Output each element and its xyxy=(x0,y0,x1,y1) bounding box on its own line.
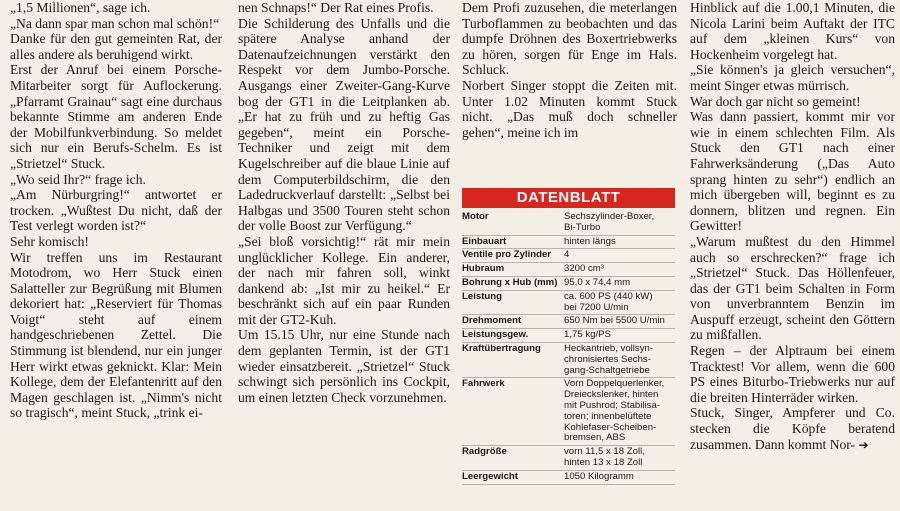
paragraph: War doch gar nicht so gemeint! xyxy=(690,93,861,109)
paragraph: Sehr komisch! xyxy=(10,233,89,249)
datasheet-row xyxy=(462,236,675,250)
datasheet-value xyxy=(564,277,675,290)
continue-arrow-icon: ➔ xyxy=(858,437,869,452)
paragraph: „1,5 Millionen“, sage ich. xyxy=(10,0,151,15)
paragraph-text: Stuck, Singer, Ampferer und Co. stecken die Köpfe beratend zusammen. Dann kommt Nor- xyxy=(690,405,895,452)
paragraph: „Wo seid Ihr?“ frage ich. xyxy=(10,171,146,187)
datasheet-row xyxy=(462,343,675,378)
datasheet-row xyxy=(462,249,675,263)
datasheet-row xyxy=(462,471,675,485)
datasheet-value-line: gang-Schaltgetriebe xyxy=(564,364,650,376)
paragraph: Die Schilderung des Unfalls und die spätere Analyse anhand der Datenaufzeichnungen verstärkt den Respekt vor dem Jumbo-Porsche. Ausgangs einer Zweiter-Gang-Kurve bog der GT1 in die Leitplanken ab. „Er hat zu früh und zu heftig Gas gegeben“, meint ein Porsche-Techniker und zeigt mit dem Kugelschreiber auf die blaue Linie auf dem Computerbildschirm, die den Ladedruckverlauf darstellt: „Selbst bei Halbgas und 3500 Touren steht schon der volle Boost zur Verfügung.“ xyxy=(238,15,450,234)
paragraph: Erst der Anruf bei einem Porsche-Mitarbeiter sorgt für Auflockerung. „Pfarramt Grainau“ sagt eine durchaus bekannte Stimme am anderen Ende der Mobilfunkverbindung. So meldet sich nur ein Berufs-Schelm. Es ist „Strietzel“ Stuck. xyxy=(10,62,222,171)
paragraph: nen Schnaps!“ Der Rat eines Profis. xyxy=(238,0,434,15)
datasheet-row xyxy=(462,315,675,329)
datasheet-label: Kraftübertragung xyxy=(462,342,541,354)
paragraph: „Am Nürburgring!“ antwortet er trocken. „Wußtest Du nicht, daß der Test verlegt worden ist?“ xyxy=(10,187,222,234)
datasheet-label: Einbauart xyxy=(462,235,507,247)
datasheet-row xyxy=(462,446,675,471)
paragraph: Was dann passiert, kommt mir vor wie in einem schlechten Film. Als Stuck den GT1 nach einer Fahrwerksänderung („Das Auto sprang hinten zu sehr“) endlich an mich übergeben will, beginnt es zu donnern, blitzen und regnen. Ein Gewitter! xyxy=(690,109,895,234)
datasheet-label: Ventile pro Zylinder xyxy=(462,249,552,261)
paragraph: „Sie können's ja gleich versuchen“, meint Singer etwas mürrisch. xyxy=(690,62,895,93)
paragraph: Dem Profi zuzusehen, die meterlangen Turboflammen zu beobachten und das dumpfe Dröhnen des Boxertriebwerks zu hören, sorgen für Enge im Hals. Schluck. xyxy=(462,0,677,78)
datasheet-value xyxy=(564,291,675,315)
datasheet-value-line: 650 Nm bei 5500 U/min xyxy=(564,315,665,327)
datasheet-label: Motor xyxy=(462,211,489,222)
paragraph: Norbert Singer stoppt die Zeiten mit. Unter 1.02 Minuten kommt Stuck nicht. „Das muß doch schneller gehen“, meine ich im xyxy=(462,77,677,140)
datasheet-value-line: Bi-Turbo xyxy=(564,221,601,233)
datasheet-label: Bohrung x Hub (mm) xyxy=(462,276,558,288)
datasheet-value-line: Heckantrieb, vollsyn- xyxy=(564,342,654,354)
paragraph: Danke für den gut gemeinten Rat, der alles andere als beruhigend wirkt. xyxy=(10,31,222,62)
datasheet-row xyxy=(462,211,675,236)
datasheet-value-line: Kohlefaser-Scheiben- xyxy=(564,421,657,433)
datasheet-value xyxy=(564,236,675,249)
datasheet-value xyxy=(564,343,675,377)
datasheet-label: Leistungsgew. xyxy=(462,329,529,341)
datasheet-value-line: 95,0 x 74,4 mm xyxy=(564,276,631,288)
paragraph: Regen – der Alptraum bei einem Tracktest! Vor allem, wenn die 600 PS eines Biturbo-Triebwerks nur auf die breiten Hinterräder wirken. xyxy=(690,343,895,405)
datasheet-row xyxy=(462,291,675,316)
datasheet-value-line: vorn 11,5 x 18 Zoll, xyxy=(564,446,645,458)
datasheet-row xyxy=(462,263,675,277)
datasheet-value-line: toren; innenbelüftete xyxy=(564,410,652,422)
text-column-3 xyxy=(462,0,677,140)
datasheet-row xyxy=(462,378,675,446)
datasheet-row xyxy=(462,277,675,291)
paragraph xyxy=(690,405,895,453)
datasheet-value xyxy=(564,249,675,262)
text-column-1 xyxy=(10,0,222,421)
datasheet-value xyxy=(564,315,675,328)
datasheet-row xyxy=(462,329,675,343)
paragraph: Um 15.15 Uhr, nur eine Stunde nach dem geplanten Termin, ist der GT1 wieder einsatzbereit. „Strietzel“ Stuck schwingt sich persönlich ins Cockpit, um einen letzten Check vorzunehmen. xyxy=(238,327,450,405)
datasheet-value-line: hinten längs xyxy=(564,235,616,247)
datasheet-value-line: 1050 Kilogramm xyxy=(564,470,634,482)
datasheet-value-line: 1,75 kg/PS xyxy=(564,329,611,341)
datasheet-label: Drehmoment xyxy=(462,315,522,327)
datasheet-value xyxy=(564,471,675,484)
paragraph: Hinblick auf die 1.00,1 Minuten, die Nicola Larini beim Auftakt der ITC auf dem „kleinen Kurs“ von Hockenheim vorgelegt hat. xyxy=(690,0,895,62)
paragraph: Wir treffen uns im Restaurant Motodrom, wo Herr Stuck einen Salatteller zur Begrüßung mit Blumen dekoriert hat: „Reserviert für Thomas Voigt“ steht auf einem handgeschriebenen Zettel. Die Stimmung ist blendend, nur ein junger Herr wirkt etwas geknickt. Klar: Mein Kollege, dem der Elefantenritt auf den Magen geschlagen ist. „Nimm's nicht so tragisch“, meint Stuck, „trink ei- xyxy=(10,249,222,421)
datasheet-label: Fahrwerk xyxy=(462,378,505,390)
datasheet-value xyxy=(564,263,675,276)
datasheet-value-line: 3200 cm³ xyxy=(564,263,604,275)
datasheet-box xyxy=(462,188,675,485)
datasheet-value-line: Sechszylinder-Boxer, xyxy=(564,211,655,222)
datasheet-value-line: Vorn Doppelquerlenker, xyxy=(564,378,665,390)
datasheet-value-line: hinten 13 x 18 Zoll xyxy=(564,456,643,468)
datasheet-label: Hubraum xyxy=(462,263,505,275)
paragraph: „Sei bloß vorsichtig!“ rät mir mein unglücklicher Kollege. Ein anderer, der nach mir fahren soll, winkt dankend ab: „Ist mir zu heikel.“ Er beschränkt sich auf ein paar Runden mit der GT2-Kuh. xyxy=(238,233,450,327)
text-column-2 xyxy=(238,0,450,405)
datasheet-value-line: 4 xyxy=(564,249,570,261)
datasheet-title: DATENBLATT xyxy=(462,188,675,208)
datasheet-table xyxy=(462,211,675,485)
datasheet-value xyxy=(564,211,675,235)
datasheet-label: Leistung xyxy=(462,290,502,302)
datasheet-value-line: Dreieckslenker, hinten xyxy=(564,389,659,401)
datasheet-value-line: bei 7200 U/min xyxy=(564,301,629,313)
paragraph: „Na dann spar man schon mal schön!“ xyxy=(10,15,220,31)
datasheet-value-line: bremsen, ABS xyxy=(564,432,626,444)
datasheet-value xyxy=(564,378,675,445)
text-column-4 xyxy=(690,0,895,453)
datasheet-label: Radgröße xyxy=(462,446,507,458)
datasheet-value-line: ca. 600 PS (440 kW) xyxy=(564,290,653,302)
datasheet-value-line: mit Pushrod; Stabilisa- xyxy=(564,399,660,411)
datasheet-value-line: chronisiertes Sechs- xyxy=(564,353,651,365)
datasheet-label: Leergewicht xyxy=(462,470,518,482)
datasheet-value xyxy=(564,446,675,470)
paragraph: „Warum mußtest du den Himmel auch so erschrecken?“ frage ich „Strietzel“ Stuck. Das Höllenfeuer, das der GT1 beim Schalten in Form von unverbranntem Benzin im Auspuff erzeugt, scheint den Göttern zu mißfallen. xyxy=(690,233,895,343)
datasheet-value xyxy=(564,329,675,342)
